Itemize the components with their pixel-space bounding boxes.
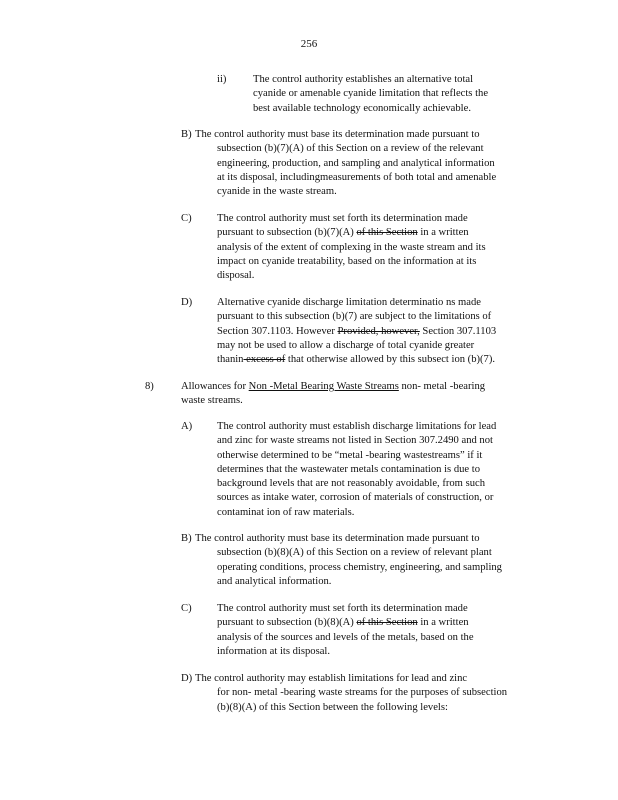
text-line: and analytical information. <box>217 575 332 587</box>
text-line: otherwise determined to be “metal -bearing wastestreams” if it <box>217 449 483 461</box>
struck-text: Provided, however, <box>337 325 420 337</box>
paragraph-8b-label: B) <box>181 533 192 544</box>
text-line: The control authority must set forth its determination made <box>217 603 468 614</box>
paragraph-7c-body <box>217 212 486 283</box>
text-line <box>181 380 485 394</box>
text-run: pursuant to subsection (b)(7)(A) <box>217 227 357 239</box>
page-number: 256 <box>300 38 318 50</box>
text-run: Allowances for <box>181 381 249 392</box>
paragraph-8c-body <box>217 602 474 659</box>
text-line: impact on cyanide treatability, based on the information at its <box>217 255 477 267</box>
text-line <box>217 616 474 630</box>
text-run: that otherwise allowed by this subsect ion (b)(7). <box>285 354 496 366</box>
text-line: information at its disposal. <box>217 645 330 657</box>
text-line: pursuant to this subsection (b)(7) are subject to the limitations of <box>217 311 492 323</box>
text-run: in a written <box>417 227 469 239</box>
text-line: cyanide in the waste stream. <box>217 186 337 198</box>
text-line: and zinc for waste streams not listed in Section 307.2490 and not <box>217 435 493 447</box>
text-line <box>217 325 496 339</box>
paragraph-7b-body <box>217 142 496 199</box>
text-line: engineering, production, and sampling and analytical information <box>217 157 495 169</box>
text-line <box>217 353 496 367</box>
text-line: determines that the wastewater metals contamination is due to <box>217 463 480 475</box>
paragraph-7b-label: B) <box>181 129 192 140</box>
paragraph-8d-label: D) <box>181 673 193 684</box>
text-line: The control authority must base its determination made pursuant to <box>195 129 480 140</box>
item-ii-label: ii) <box>217 74 227 85</box>
item-ii-text <box>253 73 488 116</box>
text-line: cyanide or amenable cyanide limitation that reflects the <box>253 88 489 100</box>
text-run: non- metal -bearing <box>398 381 486 392</box>
section-8-label: 8) <box>145 381 154 392</box>
text-line: sources as intake water, corrosion of materials of construction, or <box>217 492 494 504</box>
text-run: pursuant to subsection (b)(8)(A) <box>217 617 357 629</box>
text-line: analysis of the sources and levels of the metals, based on the <box>217 631 474 643</box>
paragraph-7d-label: D) <box>181 297 193 308</box>
text-line: operating conditions, process chemistry, engineering, and sampling <box>217 561 502 573</box>
paragraph-8a-body <box>217 420 496 520</box>
text-line: contaminat ion of raw materials. <box>217 506 355 518</box>
text-line: waste streams. <box>181 395 243 407</box>
text-line: for non- metal -bearing waste streams for the purposes of subsection <box>217 687 508 699</box>
struck-text: of this Section <box>356 227 418 239</box>
text-line: The control authority establishes an alternative total <box>253 74 474 85</box>
paragraph-7d-body <box>217 296 496 367</box>
paragraph-8d-body <box>217 686 507 715</box>
text-line: background levels that are not reasonably avoidable, from such <box>217 478 485 490</box>
text-run: Section 307.1103 <box>419 325 497 337</box>
text-line: The control authority must base its determination made pursuant to <box>195 533 480 544</box>
text-line: The control authority must establish discharge limitations for lead <box>217 421 497 432</box>
text-run: Section 307.1103. However <box>217 325 338 337</box>
paragraph-8b-body <box>217 546 502 589</box>
text-run: thanin <box>217 354 244 366</box>
paragraph-8a-label: A) <box>181 421 193 432</box>
text-line: may not be used to allow a discharge of total cyanide greater <box>217 339 475 351</box>
text-run: in a written <box>417 617 469 629</box>
text-line: analysis of the extent of complexing in the waste stream and its <box>217 241 486 253</box>
text-line: disposal. <box>217 270 255 282</box>
text-line: The control authority may establish limitations for lead and zinc <box>195 673 468 684</box>
struck-text: excess of <box>243 354 286 366</box>
underlined-text: Non -Metal Bearing Waste Streams <box>248 381 399 392</box>
text-line <box>217 226 486 240</box>
text-line: Alternative cyanide discharge limitation determinatio ns made <box>217 297 481 308</box>
section-8-title <box>181 380 485 409</box>
text-line: subsection (b)(7)(A) of this Section on a review of the relevant <box>217 143 484 155</box>
paragraph-7c-label: C) <box>181 213 192 224</box>
paragraph-8c-label: C) <box>181 603 192 614</box>
text-line: The control authority must set forth its determination made <box>217 213 468 224</box>
text-line: at its disposal, includingmeasurements of both total and amenable <box>217 171 497 183</box>
text-line: best available technology economically achievable. <box>253 102 471 114</box>
text-line: (b)(8)(A) of this Section between the following levels: <box>217 701 448 713</box>
text-line: subsection (b)(8)(A) of this Section on a review of relevant plant <box>217 547 492 559</box>
struck-text: of this Section <box>356 617 418 629</box>
